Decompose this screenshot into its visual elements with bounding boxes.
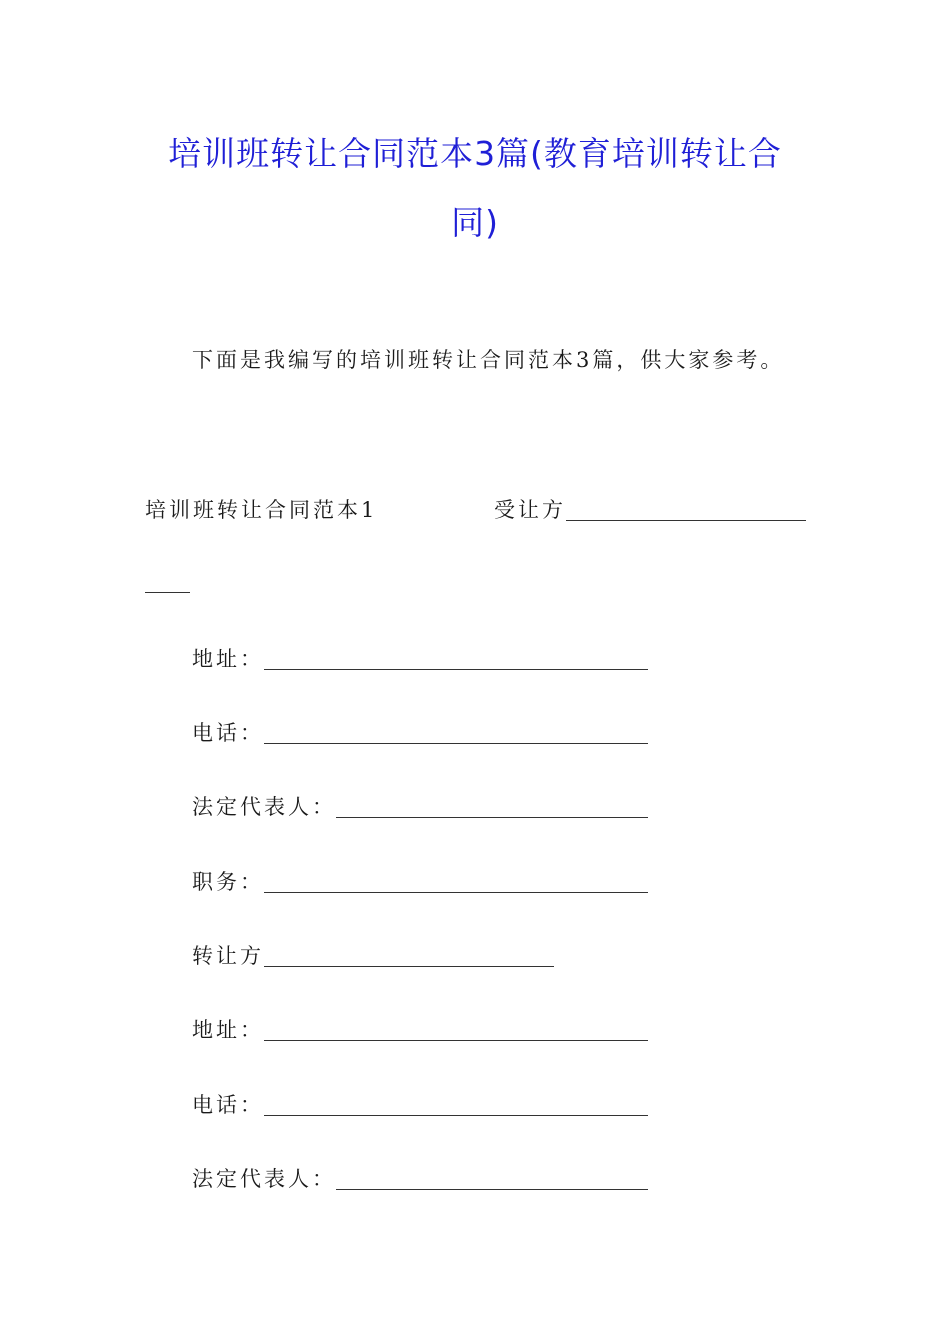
intro-paragraph: 下面是我编写的培训班转让合同范本3篇，供大家参考。	[192, 348, 785, 372]
receiver-address-blank	[264, 647, 648, 670]
receiver-address-line	[192, 644, 648, 674]
receiver-blank-continuation	[145, 592, 190, 593]
receiver-address-label: 地址：	[192, 647, 264, 671]
receiver-blank	[566, 498, 806, 521]
document-title-line-2: 同)	[451, 203, 499, 242]
transferor-phone-blank	[264, 1093, 648, 1116]
transferor-phone-line	[192, 1090, 648, 1120]
section-heading-text: 培训班转让合同范本1	[145, 498, 378, 522]
transferor-legal-rep-blank	[336, 1167, 648, 1190]
receiver-phone-label: 电话：	[192, 721, 264, 745]
document-title-line-1: 培训班转让合同范本3篇(教育培训转让合	[168, 134, 782, 173]
transferor-address-label: 地址：	[192, 1018, 264, 1042]
receiver-phone-line	[192, 718, 648, 748]
transferor-legal-rep-line	[192, 1164, 648, 1194]
receiver-line	[494, 495, 806, 525]
receiver-phone-blank	[264, 721, 648, 744]
receiver-label: 受让方	[494, 498, 566, 522]
transferor-address-line	[192, 1015, 648, 1045]
transferor-legal-rep-label: 法定代表人：	[192, 1167, 336, 1191]
receiver-position-blank	[264, 870, 648, 893]
receiver-position-label: 职务：	[192, 870, 264, 894]
receiver-position-line	[192, 867, 648, 897]
transferor-label: 转让方	[192, 944, 264, 968]
receiver-legal-rep-label: 法定代表人：	[192, 795, 336, 819]
receiver-legal-rep-blank	[336, 795, 648, 818]
transferor-blank	[264, 944, 554, 967]
transferor-address-blank	[264, 1018, 648, 1041]
section-heading	[145, 495, 377, 525]
transferor-phone-label: 电话：	[192, 1093, 264, 1117]
transferor-line	[192, 941, 554, 971]
receiver-legal-rep-line	[192, 792, 648, 822]
